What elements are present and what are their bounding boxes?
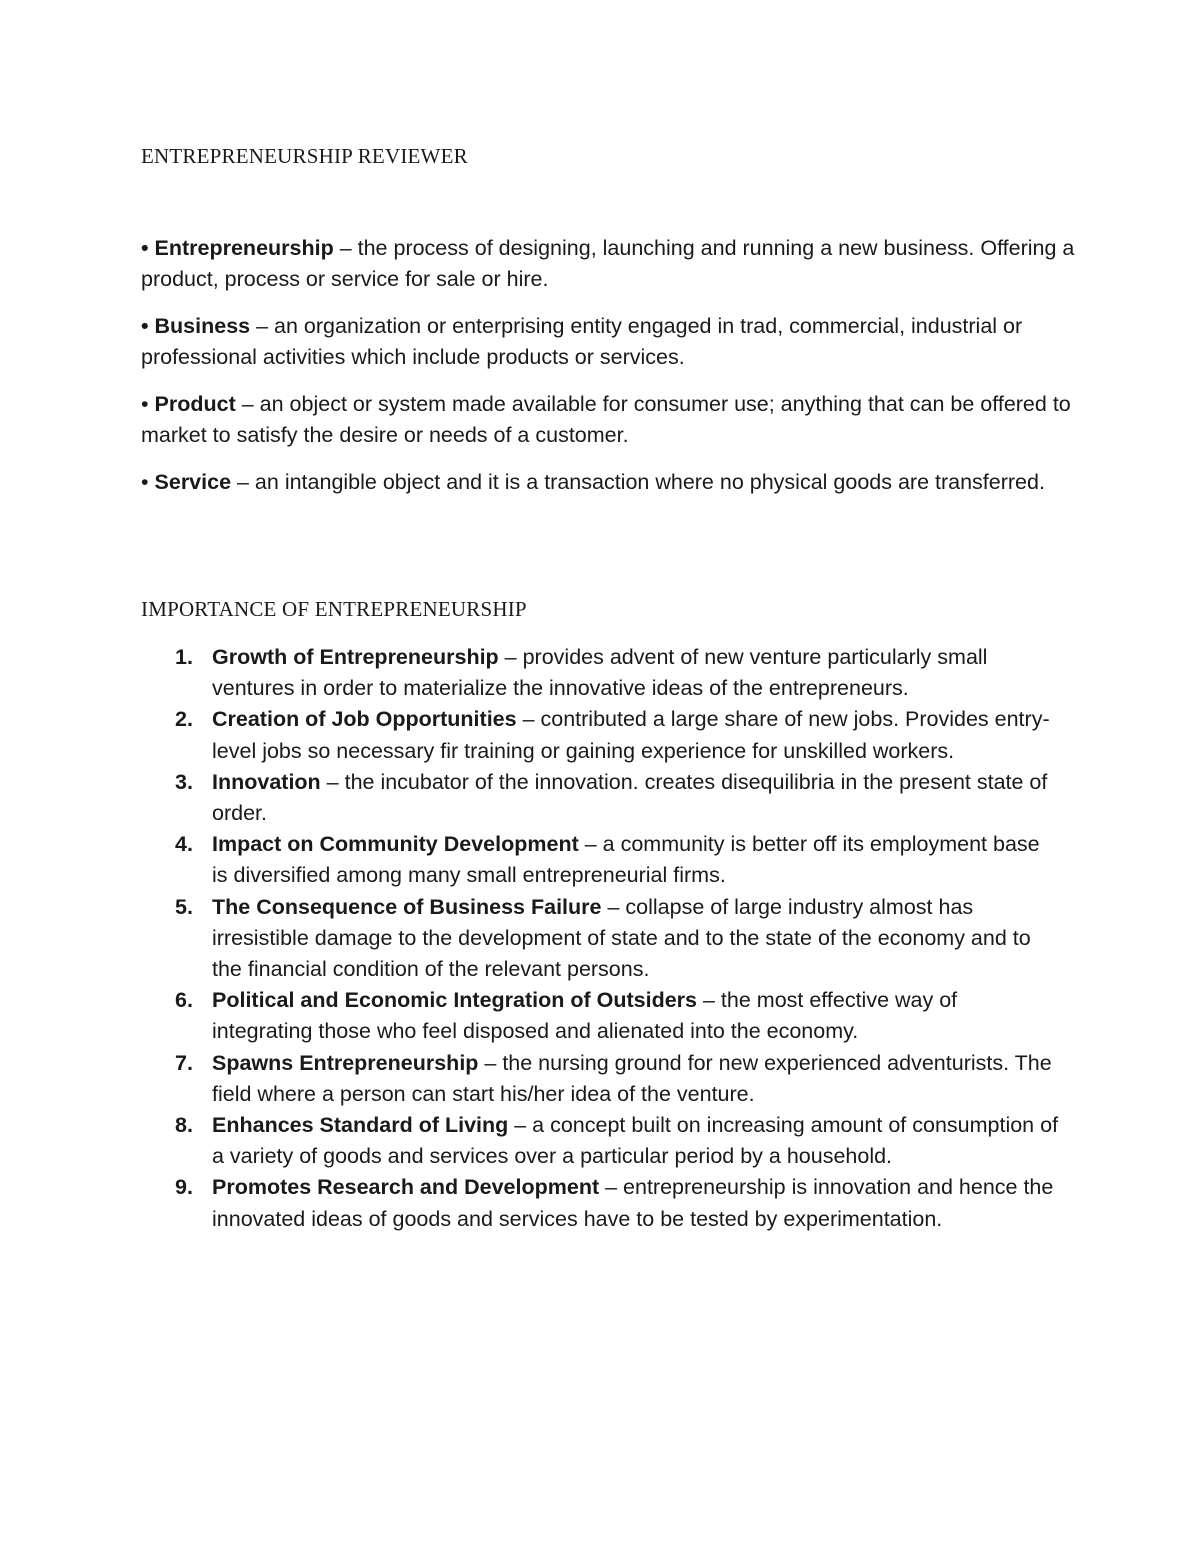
list-number: 3.	[175, 769, 193, 794]
definition-bullet: •	[141, 314, 149, 338]
list-item	[141, 985, 1061, 1047]
list-item	[141, 829, 1061, 891]
list-item	[141, 704, 1061, 766]
list-term: Innovation	[212, 769, 321, 794]
definition-text: – an organization or enterprising entity engaged in trad, commercial, industrial or professional activities which include products or services.	[141, 314, 1023, 369]
definition-item	[141, 233, 1081, 295]
definitions-section	[141, 233, 1081, 514]
list-text: – entrepreneurship is innovation and hence the innovated ideas of goods and services have to be tested by experimentation.	[212, 1175, 1054, 1231]
definition-term: Entrepreneurship	[154, 236, 334, 260]
list-number: 2.	[175, 707, 193, 732]
definition-text: – an intangible object and it is a transaction where no physical goods are transferred.	[231, 470, 1045, 494]
list-item	[141, 1172, 1061, 1234]
list-item	[141, 1110, 1061, 1172]
list-number: 1.	[175, 645, 193, 669]
list-term: Political and Economic Integration of Outsiders	[212, 988, 698, 1013]
list-item	[141, 1048, 1061, 1110]
list-number: 7.	[175, 1050, 193, 1075]
definition-bullet: •	[141, 470, 149, 494]
definition-term: Business	[154, 314, 251, 338]
list-item	[141, 892, 1061, 986]
list-text: – a community is better off its employment base is diversified among many small entrepreneurial firms.	[212, 832, 1040, 888]
list-term: Impact on Community Development	[212, 832, 579, 857]
list-term: Growth of Entrepreneurship	[212, 645, 499, 669]
definition-item	[141, 389, 1081, 451]
list-number: 4.	[175, 832, 193, 857]
list-text: – the incubator of the innovation. creates disequilibria in the present state of order.	[212, 769, 1048, 826]
list-text: – the most effective way of integrating those who feel disposed and alienated into the economy.	[212, 988, 958, 1044]
document-title: ENTREPRENEURSHIP REVIEWER	[141, 144, 468, 168]
definition-text: – the process of designing, launching and running a new business. Offering a product, process or service for sale or hire.	[141, 236, 1075, 291]
list-text: – contributed a large share of new jobs. Provides entry-level jobs so necessary fir training or gaining experience for unskilled workers.	[212, 707, 1050, 763]
list-term: Spawns Entrepreneurship	[212, 1050, 479, 1075]
importance-list	[141, 642, 1061, 1235]
list-number: 8.	[175, 1113, 193, 1138]
list-term: Promotes Research and Development	[212, 1175, 600, 1200]
definition-bullet: •	[141, 392, 149, 416]
list-text: – collapse of large industry almost has irresistible damage to the development of state and to the state of the economy and to the financial condition of the relevant persons.	[212, 894, 1031, 982]
definition-term: Service	[154, 470, 232, 494]
list-number: 9.	[175, 1175, 193, 1200]
list-term: Creation of Job Opportunities	[212, 707, 517, 732]
definition-item	[141, 467, 1081, 498]
list-item	[141, 767, 1061, 829]
list-number: 6.	[175, 988, 193, 1013]
list-number: 5.	[175, 894, 193, 919]
definition-item	[141, 311, 1081, 373]
list-text: – a concept built on increasing amount of consumption of a variety of goods and services over a particular period by a household.	[212, 1113, 1059, 1169]
list-item	[141, 642, 1061, 704]
list-text: – provides advent of new venture particularly small ventures in order to materialize the innovative ideas of the entrepreneurs.	[212, 645, 988, 701]
importance-heading: IMPORTANCE OF ENTREPRENEURSHIP	[141, 597, 527, 621]
list-text: – the nursing ground for new experienced adventurists. The field where a person can start his/her idea of the venture.	[212, 1050, 1052, 1106]
list-term: Enhances Standard of Living	[212, 1113, 509, 1138]
definition-term: Product	[154, 392, 236, 416]
definition-text: – an object or system made available for consumer use; anything that can be offered to market to satisfy the desire or needs of a customer.	[141, 392, 1071, 447]
list-term: The Consequence of Business Failure	[212, 894, 602, 919]
definition-bullet: •	[141, 236, 149, 260]
